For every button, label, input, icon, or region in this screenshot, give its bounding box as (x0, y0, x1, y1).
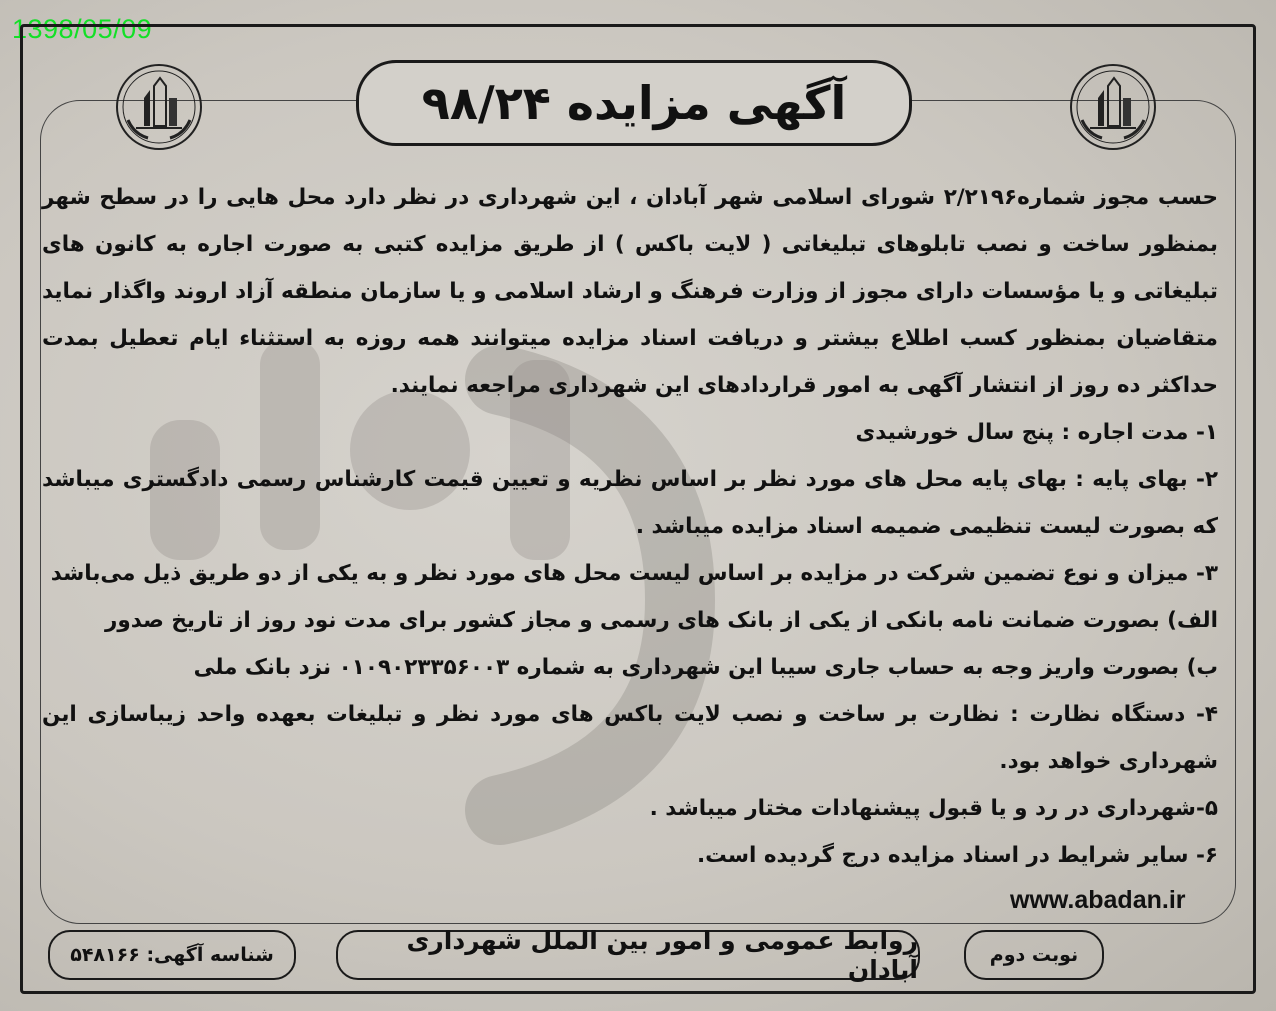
item-3b: ب) بصورت واریز وجه به حساب جاری سیبا این شهرداری به شماره ۰۱۰۹۰۲۳۳۵۶۰۰۳ نزد بانک ملی (193, 655, 1218, 680)
item-3a: الف) بصورت ضمانت نامه بانکی از یکی از بانک های رسمی و مجاز کشور برای مدت نود روز از تاریخ صدور (105, 608, 1218, 633)
item-6: ۶- سایر شرایط در اسناد مزایده درج گردیده است. (696, 843, 1218, 868)
item-3: ۳- میزان و نوع تضمین شرکت در مزایده بر اساس لیست محل های مورد نظر و به یکی از دو طریق ذیل می‌باشد (50, 561, 1218, 586)
item-1: ۱- مدت اجاره : پنج سال خورشیدی (855, 420, 1218, 445)
ad-body (42, 174, 1218, 879)
round-label: نوبت دوم (989, 944, 1079, 966)
date-stamp: 1398/05/09 (12, 14, 153, 44)
intro-paragraph: حسب مجوز شماره۲/۲۱۹۶ شورای اسلامی شهر آبادان ، این شهرداری در نظر دارد محل هایی را در سطح شهر بمنظور ساخت و نصب تابلوهای تبلیغاتی ( لایت باکس ) از طریق مزایده کتبی به صورت اجاره به کانون های تبلیغاتی و یا مؤسسات دارای مجوز از وزارت فرهنگ و ارشاد اسلامی و یا سازمان منطقه آزاد اروند واگذار نماید متقاضیان بمنظور کسب اطلاع بیشتر و دریافت اسناد مزایده میتوانند همه روزه به استثناء ایام تعطیل بمدت حداکثر ده روز از انتشار آگهی به امور قراردادهای این شهرداری مراجعه نمایند. (42, 185, 1218, 398)
publisher-box (336, 926, 920, 984)
notice-id-label: شناسه آگهی: ۵۴۸۱۶۶ (70, 944, 274, 966)
ad-title: آگهی مزایده ۹۸/۲۴ (421, 76, 847, 130)
round-box (964, 930, 1104, 980)
notice-id-box (48, 930, 296, 980)
website-url: www.abadan.ir (1010, 886, 1186, 914)
publisher-label: روابط عمومی و امور بین الملل شهرداری آبادان (406, 926, 918, 984)
item-2: ۲- بهای پایه : بهای پایه محل های مورد نظر بر اساس نظریه و تعیین قیمت کارشناس رسمی دادگستری میباشد که بصورت لیست تنظیمی ضمیمه اسناد مزایده میباشد . (42, 467, 1218, 539)
item-4: ۴- دستگاه نظارت : نظارت بر ساخت و نصب لایت باکس های مورد نظر و تبلیغات بعهده واحد زیباسازی این شهرداری خواهد بود. (42, 702, 1218, 774)
municipality-emblem-left (114, 62, 204, 152)
item-5: ۵-شهرداری در رد و یا قبول پیشنهادات مختار میباشد . (649, 796, 1218, 821)
title-box (356, 60, 912, 146)
municipality-emblem-right (1068, 62, 1158, 152)
